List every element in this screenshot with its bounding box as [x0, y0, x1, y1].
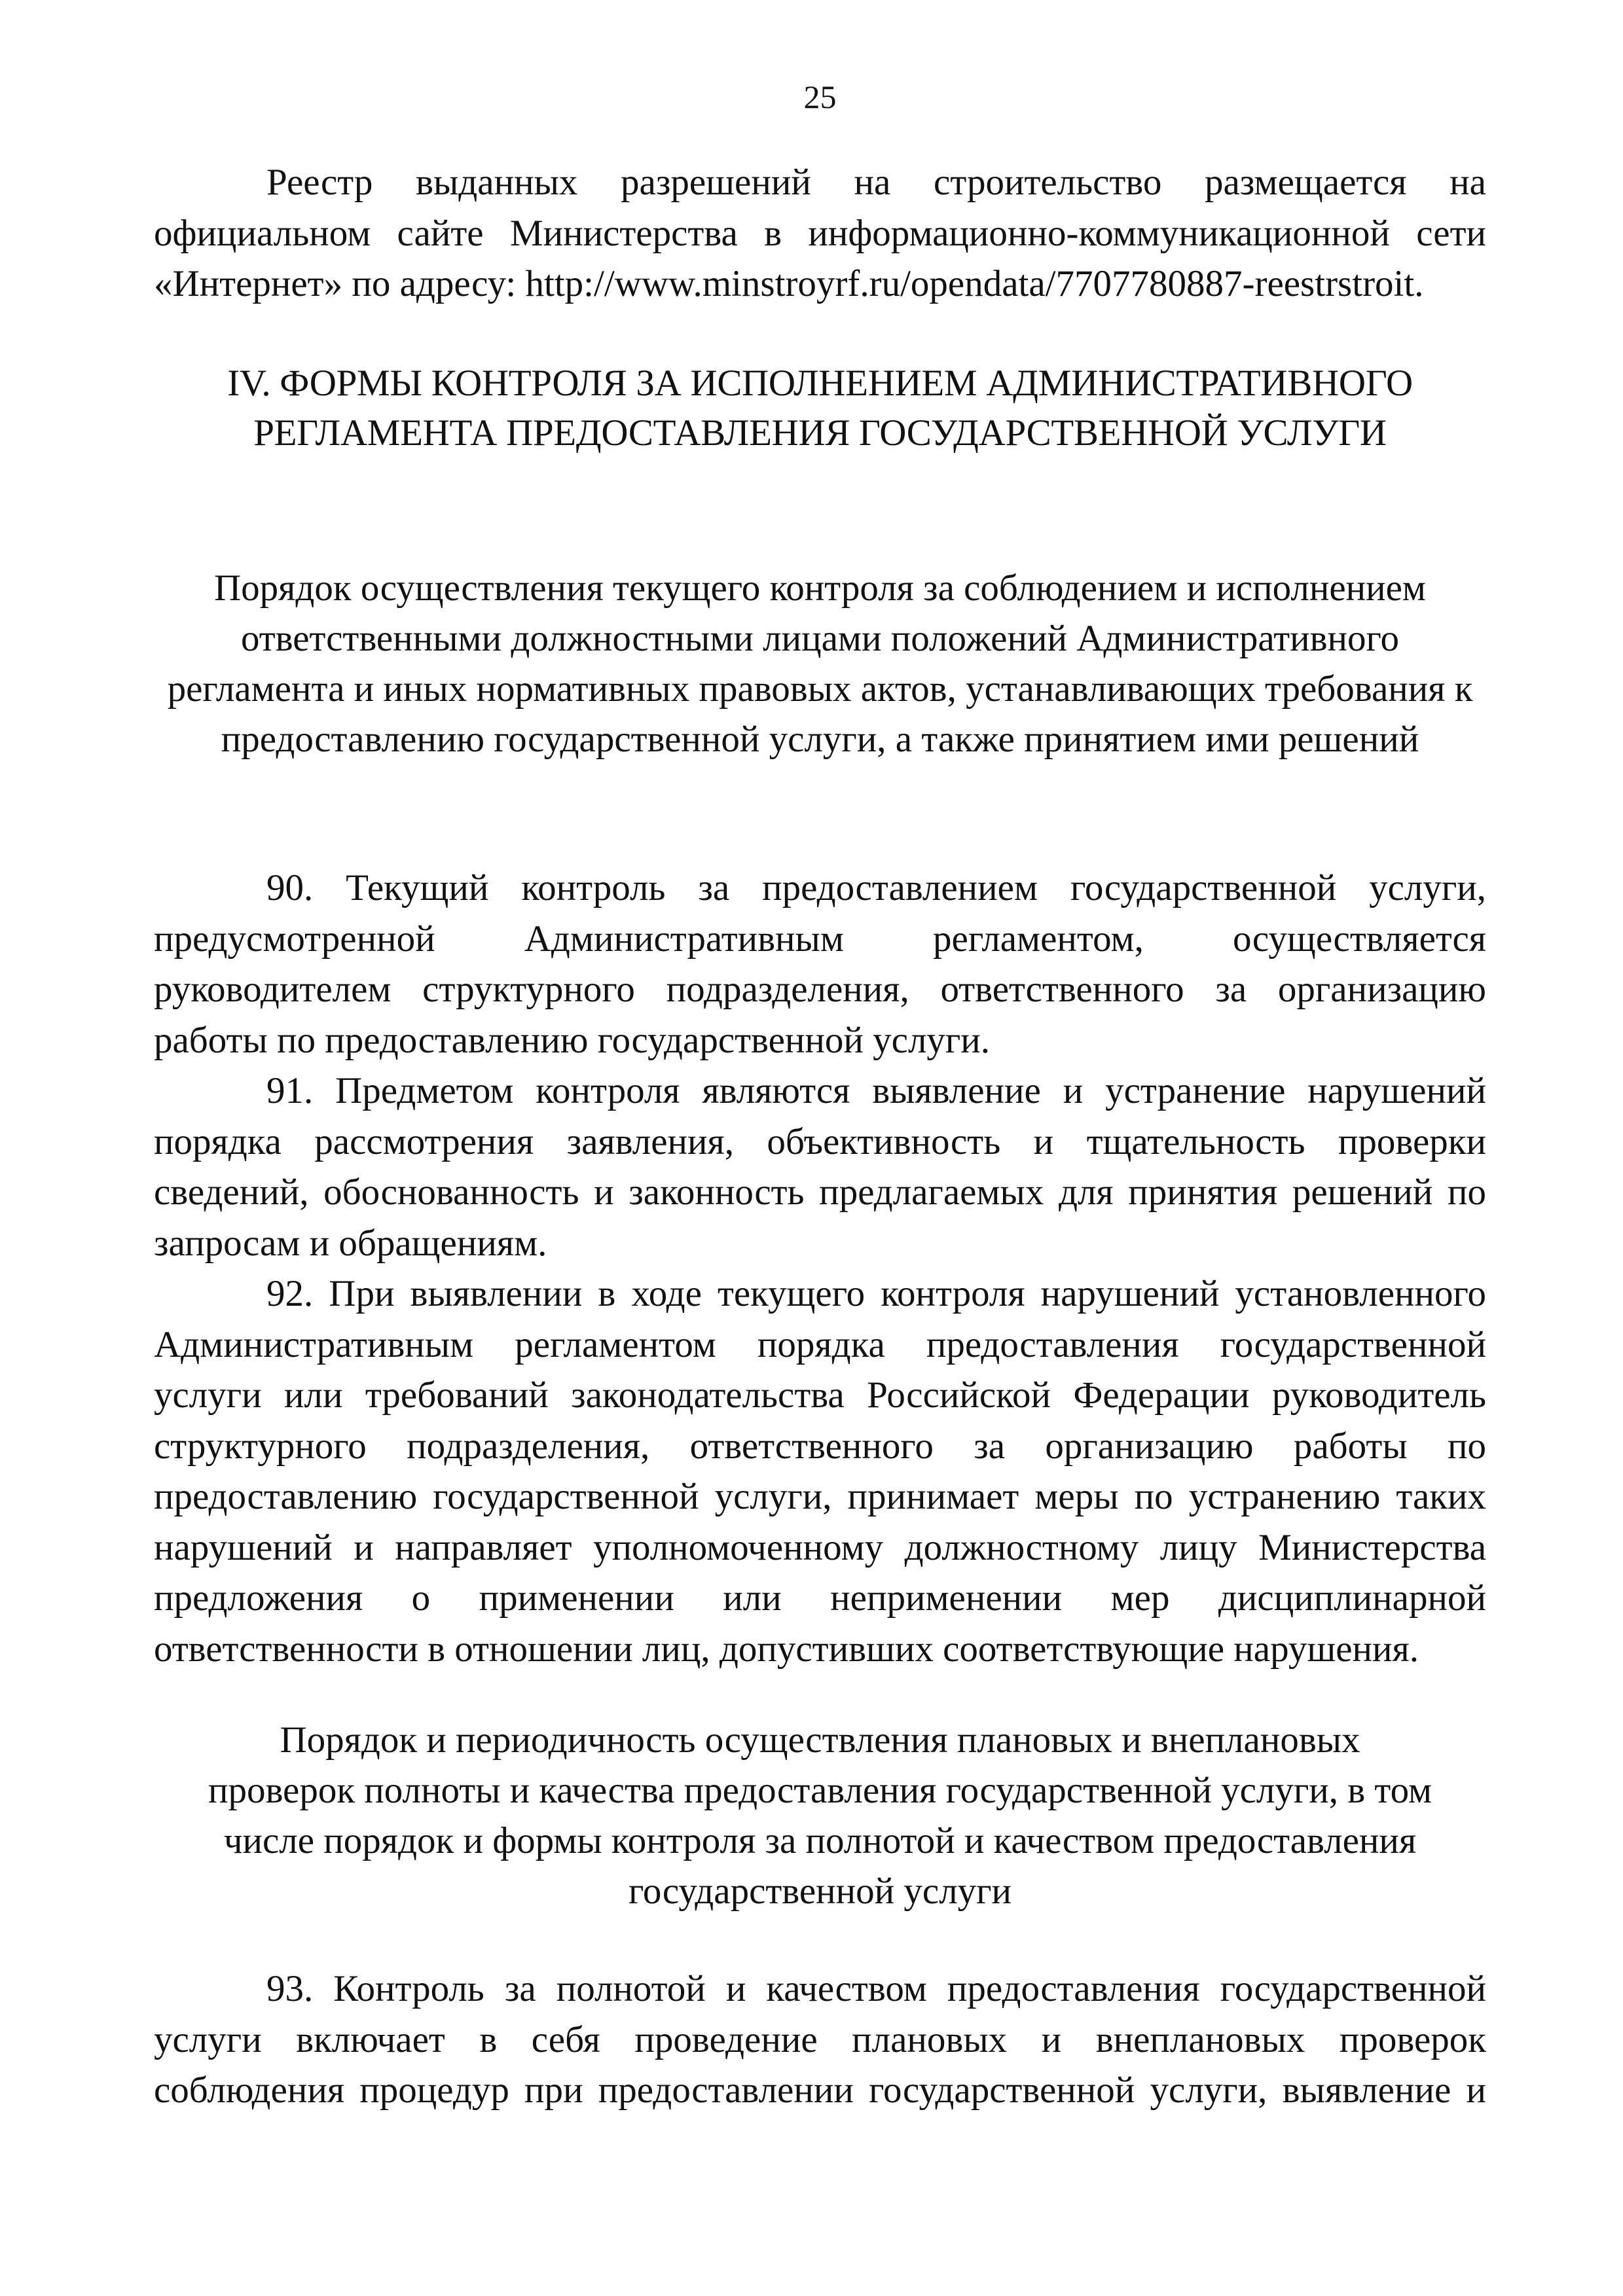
paragraph-92: [154, 1268, 1486, 1674]
text-line: Административным регламентом порядка предоставления государственной: [154, 1323, 1486, 1365]
text-line: 90. Текущий контроль за предоставлением государственной услуги,: [266, 867, 1486, 908]
subheading-line: проверок полноты и качества предоставления государственной услуги, в том: [208, 1770, 1432, 1811]
section-title-line: РЕГЛАМЕНТА ПРЕДОСТАВЛЕНИЯ ГОСУДАРСТВЕННОЙ УСЛУГИ: [253, 412, 1387, 454]
paragraph-91: [154, 1066, 1486, 1268]
intro-paragraph: [154, 157, 1486, 310]
text-line: «Интернет» по адресу: http://www.minstroyrf.ru/opendata/7707780887-reestrstroit.: [154, 263, 1424, 304]
text-line: работы по предоставлению государственной услуги.: [154, 1019, 991, 1061]
text-line: предоставлению государственной услуги, принимает меры по устранению таких: [154, 1476, 1486, 1517]
text-line: 91. Предметом контроля являются выявление и устранение нарушений: [266, 1070, 1486, 1111]
text-line: услуги включает в себя проведение плановых и внеплановых проверок: [154, 2018, 1486, 2060]
text-line: Реестр выданных разрешений на строительство размещается на: [266, 162, 1486, 203]
document-page: [154, 0, 1486, 2296]
text-line: ответственности в отношении лиц, допустивших соответствующие нарушения.: [154, 1628, 1419, 1670]
text-line: структурного подразделения, ответственного за организацию работы по: [154, 1425, 1486, 1467]
subheading-line: ответственными должностными лицами положений Административного: [240, 618, 1399, 659]
text-line: сведений, обоснованность и законность предлагаемых для принятия решений по: [154, 1172, 1486, 1213]
subheading-current-control: [154, 563, 1486, 764]
section-title: [154, 359, 1486, 458]
subheading-line: предоставлению государственной услуги, а также принятием ими решений: [221, 719, 1419, 760]
text-line: соблюдения процедур при предоставлении государственной услуги, выявление и: [154, 2070, 1486, 2111]
text-line: нарушений и направляет уполномоченному должностному лицу Министерства: [154, 1526, 1486, 1568]
text-line: 93. Контроль за полнотой и качеством предоставления государственной: [266, 1968, 1486, 2009]
text-line: предусмотренной Административным регламентом, осуществляется: [154, 918, 1486, 960]
text-line: официальном сайте Министерства в информационно-коммуникационной сети: [154, 212, 1486, 254]
text-line: предложения о применении или неприменении мер дисциплинарной: [154, 1577, 1486, 1619]
subheading-planned-checks: [154, 1715, 1486, 1916]
subheading-line: регламента и иных нормативных правовых актов, устанавливающих требования к: [167, 668, 1473, 709]
text-line: услуги или требований законодательства Российской Федерации руководитель: [154, 1374, 1486, 1416]
subheading-line: числе порядок и формы контроля за полнотой и качеством предоставления: [223, 1820, 1417, 1861]
section-title-line: IV. ФОРМЫ КОНТРОЛЯ ЗА ИСПОЛНЕНИЕМ АДМИНИСТРАТИВНОГО: [227, 363, 1413, 404]
subheading-line: Порядок осуществления текущего контроля за соблюдением и исполнением: [214, 567, 1426, 609]
paragraph-93: [154, 1964, 1486, 2116]
text-line: запросам и обращениям.: [154, 1222, 547, 1264]
text-line: руководителем структурного подразделения, ответственного за организацию: [154, 969, 1486, 1010]
paragraph-90: [154, 863, 1486, 1066]
subheading-line: Порядок и периодичность осуществления плановых и внеплановых: [280, 1719, 1360, 1761]
text-line: 92. При выявлении в ходе текущего контроля нарушений установленного: [266, 1273, 1486, 1314]
text-line: порядка рассмотрения заявления, объективность и тщательность проверки: [154, 1121, 1486, 1162]
subheading-line: государственной услуги: [628, 1871, 1012, 1912]
page-number: 25: [803, 79, 837, 115]
